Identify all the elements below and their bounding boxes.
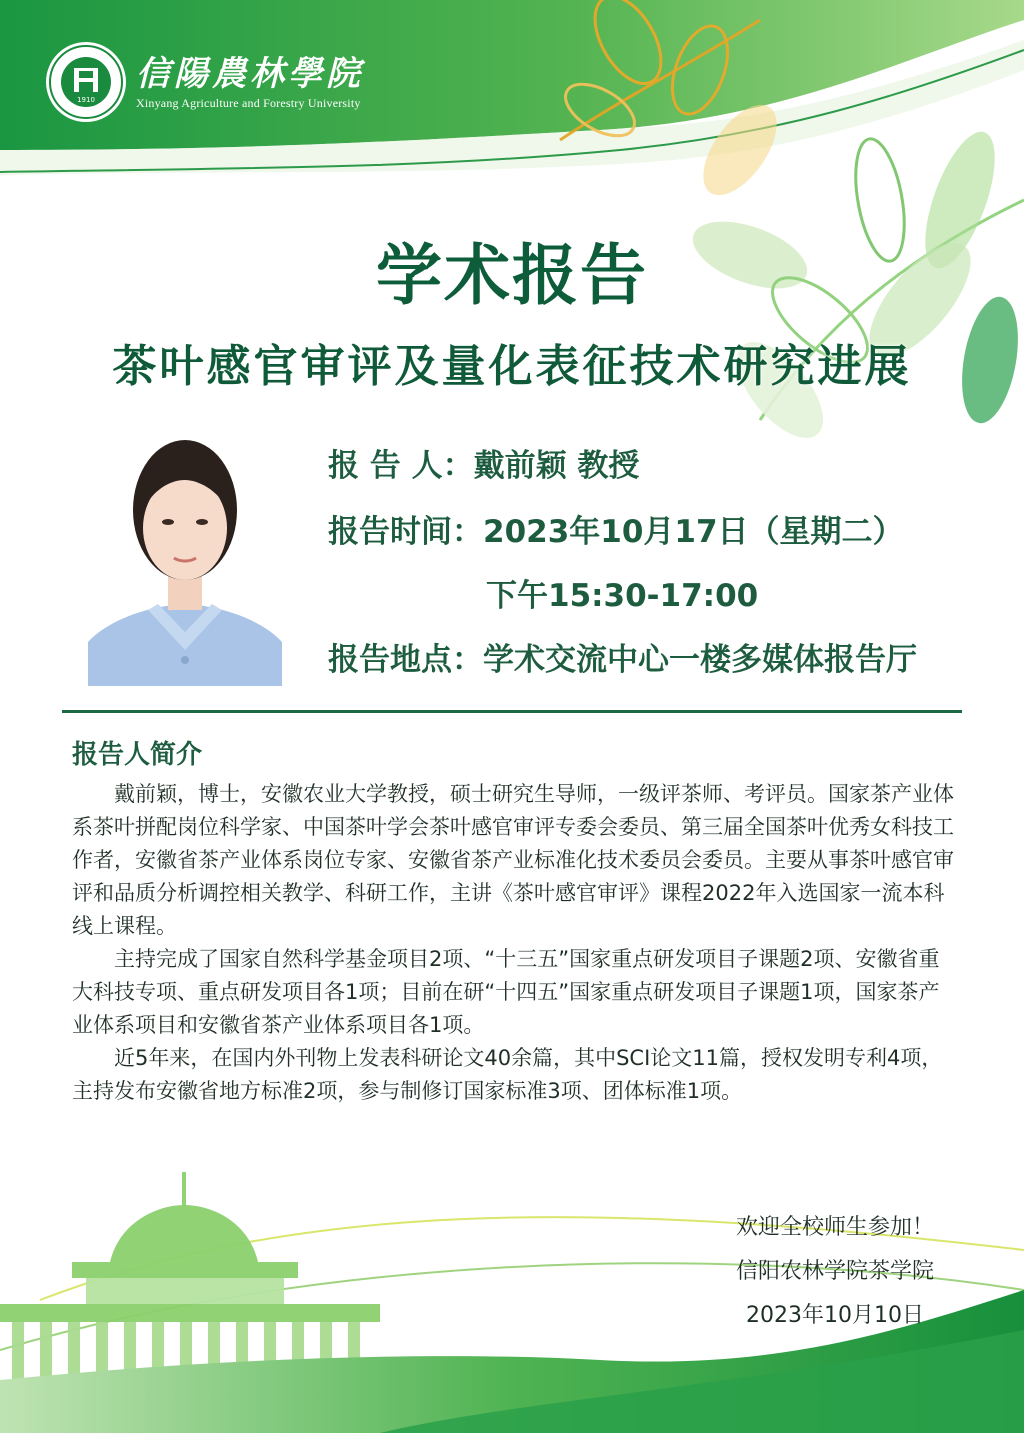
report-topic: 茶叶感官审评及量化表征技术研究进展 bbox=[112, 341, 912, 392]
university-name-cn: 信陽農林學院 bbox=[136, 53, 364, 94]
bio-paragraph: 近5年来，在国内外刊物上发表科研论文40余篇，其中SCI论文11篇，授权发明专利4项，主持发布安徽省地方标准2项，参与制修订国家标准3项、团体标准1项。 bbox=[72, 1046, 943, 1103]
university-name-en: Xinyang Agriculture and Forestry University bbox=[136, 95, 361, 110]
time-line: 报告时间：2023年10月17日（星期二） bbox=[328, 514, 904, 550]
university-logo bbox=[44, 40, 364, 124]
bio-paragraph: 戴前颖，博士，安徽农业大学教授，硕士研究生导师，一级评茶师、考评员。国家茶产业体系茶叶拼配岗位科学家、中国茶叶学会茶叶感官审评专委会委员、第三届全国茶叶优秀女科技工作者，安徽省茶产业体系岗位专家、安徽省茶产业标准化技术委员会委员。主要从事茶叶感官审评和品质分析调控相关教学、科研工作，主讲《茶叶感官审评》课程2022年入选国家一流本科线上课程。 bbox=[72, 782, 954, 938]
speaker-bio bbox=[72, 778, 958, 1108]
speaker-line: 报 告 人：戴前颖 教授 bbox=[328, 448, 640, 484]
time-range-line: 下午15:30-17:00 bbox=[486, 578, 759, 614]
issue-date: 2023年10月10日 bbox=[746, 1303, 924, 1328]
welcome-text: 欢迎全校师生参加！ bbox=[735, 1215, 934, 1240]
speaker-photo bbox=[88, 410, 282, 686]
closing-block bbox=[700, 1206, 970, 1338]
location-line: 报告地点：学术交流中心一楼多媒体报告厅 bbox=[328, 642, 917, 678]
bio-paragraph: 主持完成了国家自然科学基金项目2项、“十三五”国家重点研发项目子课题2项、安徽省重大科技专项、重点研发项目各1项；目前在研“十四五”国家重点研发项目子课题1项，国家茶产业体系项目和安徽省茶产业体系项目各1项。 bbox=[72, 947, 940, 1037]
poster-title: 学术报告 bbox=[376, 237, 648, 314]
university-seal-icon bbox=[44, 40, 128, 124]
bio-heading: 报告人简介 bbox=[72, 740, 203, 770]
section-divider bbox=[62, 710, 962, 713]
svg-text:1910: 1910 bbox=[77, 96, 95, 104]
organizer-name: 信阳农林学院茶学院 bbox=[735, 1259, 934, 1284]
